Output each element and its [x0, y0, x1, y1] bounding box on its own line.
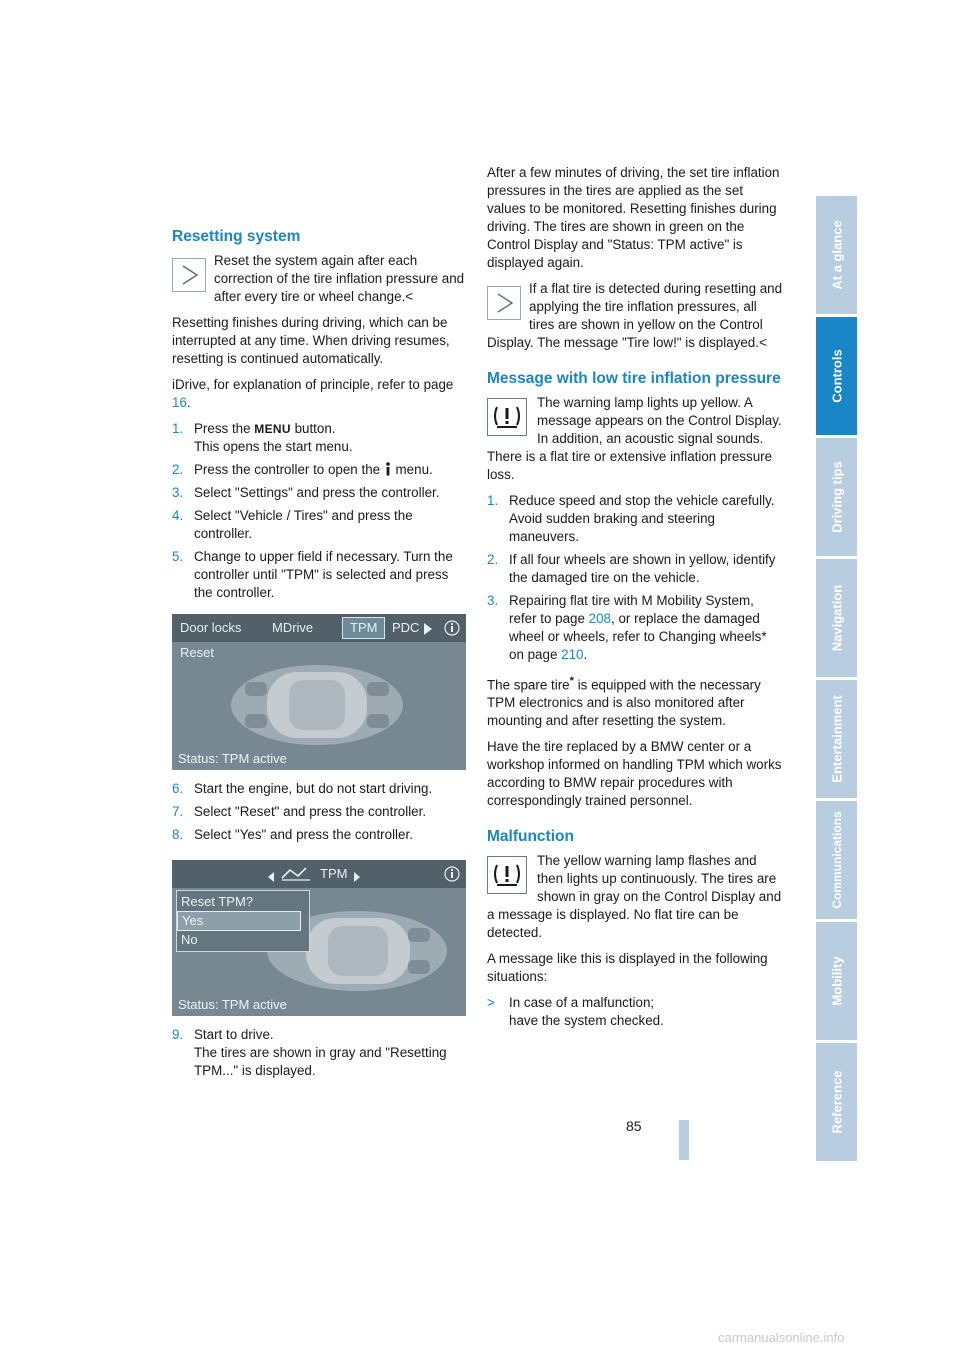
- car-top-view-icon: [227, 662, 407, 753]
- heading-low-pressure: Message with low tire inflation pressure: [487, 370, 781, 387]
- tab-scroll-arrow-icon: [424, 622, 432, 640]
- tire-warning-lamp-icon: [487, 398, 527, 436]
- page-marker-bar: [679, 1120, 689, 1160]
- status-text: Status: TPM active: [178, 751, 287, 766]
- link-page-208[interactable]: 208: [588, 611, 611, 626]
- para-spare-tire: The spare tire* is equipped with the necessary TPM electronics and is also monitored after mounting and after resetting the system.: [487, 675, 761, 729]
- left-column: [172, 228, 468, 1088]
- heading-malfunction: Malfunction: [487, 828, 574, 846]
- low-step-3: 3. Repairing flat tire with M Mobility System, refer to page 208, or replace the damaged wheel or wheels, refer to Changing wheels* on page 210.: [487, 593, 767, 662]
- note-arrow-icon: [487, 286, 521, 320]
- control-display-tpm-settings: [172, 614, 466, 770]
- para-resetting-finishes: Resetting finishes during driving, which can be interrupted at any time. When driving resumes, resetting is continued automatically.: [172, 315, 450, 366]
- sidebar-tab-communications[interactable]: Communications: [816, 801, 857, 919]
- step-6: 6. Start the engine, but do not start driving.: [172, 781, 433, 796]
- steps-list-a: [172, 420, 468, 602]
- para-after-few-minutes: After a few minutes of driving, the set tire inflation pressures in the tires are applied as the set values to be monitored. Resetting finishes during driving. The tires are shown in green on the Control Display and "Status: TPM active" is displayed again.: [487, 165, 780, 270]
- step-5: 5. Change to upper field if necessary. Turn the controller until "TPM" is selected and press the controller.: [172, 549, 453, 600]
- step-7: 7. Select "Reset" and press the controller.: [172, 804, 427, 819]
- watermark: carmanualsonline.info: [718, 1330, 845, 1345]
- title-bar: [172, 860, 466, 888]
- block-malfunction: The yellow warning lamp flashes and then lights up continuously. The tires are shown in gray on the Control Display and a message is displayed. No flat tire can be detected.: [487, 853, 782, 941]
- sidebar-tab-reference[interactable]: Reference: [816, 1043, 857, 1161]
- right-column: [487, 164, 783, 1030]
- tab-tpm-selected: TPM: [342, 617, 385, 639]
- steps-list-c: [172, 1026, 468, 1080]
- sidebar-tab-at-a-glance[interactable]: At a glance: [816, 196, 857, 314]
- step-4: 4. Select "Vehicle / Tires" and press the controller.: [172, 508, 413, 541]
- page-number: 85: [626, 1118, 642, 1134]
- title-tpm: TPM: [320, 866, 348, 881]
- para-tire-replaced: Have the tire replaced by a BMW center or a workshop informed on handling TPM which works according to BMW repair procedures with correspondingly trained personnel.: [487, 739, 782, 809]
- low-step-2: 2. If all four wheels are shown in yellow, identify the damaged tire on the vehicle.: [487, 552, 776, 585]
- info-icon: [384, 462, 392, 477]
- sidebar-tab-driving-tips[interactable]: Driving tips: [816, 438, 857, 556]
- sidebar-tab-controls[interactable]: Controls: [816, 317, 857, 435]
- tire-warning-lamp-icon: [487, 856, 527, 894]
- reset-option: Reset: [180, 645, 214, 660]
- control-display-reset-tpm: [172, 860, 466, 1016]
- tire-pressure-icon: [280, 866, 316, 887]
- note-reset-again: Reset the system again after each correction of the tire inflation pressure and after every tire or wheel change.<: [172, 252, 468, 306]
- block-low-pressure: The warning lamp lights up yellow. A message appears on the Control Display. In addition, an acoustic signal sounds. There is a flat tire or extensive inflation pressure loss.: [487, 395, 782, 482]
- step-8: 8. Select "Yes" and press the controller.: [172, 827, 413, 842]
- step-1: 1. Press the MENU button. This opens the start menu.: [172, 421, 353, 454]
- reset-question: Reset TPM?: [181, 894, 254, 909]
- status-text: Status: TPM active: [178, 997, 287, 1012]
- title-left-arrow-icon: [268, 869, 274, 887]
- section-sidebar: [816, 196, 857, 1164]
- sidebar-tab-navigation[interactable]: Navigation: [816, 559, 857, 677]
- para-idrive-reference: iDrive, for explanation of principle, refer to page 16.: [172, 377, 454, 410]
- title-right-arrow-icon: [354, 869, 360, 887]
- menu-button-icon: MENU: [254, 422, 291, 436]
- link-page-210[interactable]: 210: [561, 647, 584, 662]
- step-9: 9. Start to drive. The tires are shown in gray and "Resetting TPM..." is displayed.: [172, 1027, 447, 1078]
- tab-mdrive: MDrive: [272, 620, 314, 635]
- note-arrow-icon: [172, 258, 206, 292]
- low-step-1: 1. Reduce speed and stop the vehicle carefully. Avoid sudden braking and steering maneuvers.: [487, 493, 775, 544]
- settings-info-icon: [444, 619, 460, 642]
- bullet-malfunction: > In case of a malfunction; have the system checked.: [487, 995, 664, 1029]
- note-flat-tire-reset: If a flat tire is detected during resetting and applying the tire inflation pressures, all tires are shown in yellow on the Control Display. The message "Tire low!" is displayed.<: [487, 281, 783, 350]
- step-2: 2. Press the controller to open the menu.: [172, 462, 433, 477]
- heading-resetting-system: Resetting system: [172, 228, 301, 245]
- link-page-16[interactable]: 16: [172, 395, 187, 410]
- sidebar-tab-mobility[interactable]: Mobility: [816, 922, 857, 1040]
- option-no: No: [181, 932, 198, 947]
- steps-list-b: [172, 780, 468, 844]
- tab-door-locks: Door locks: [180, 620, 242, 635]
- reset-dialog: [176, 890, 310, 952]
- option-yes-selected: Yes: [177, 911, 301, 931]
- tab-pdc: PDC: [392, 620, 420, 635]
- sidebar-tab-entertainment[interactable]: Entertainment: [816, 680, 857, 798]
- reset-info-icon: [444, 865, 460, 888]
- step-3: 3. Select "Settings" and press the controller.: [172, 485, 440, 500]
- low-pressure-steps: [487, 492, 783, 664]
- para-message-situations: A message like this is displayed in the following situations:: [487, 951, 768, 985]
